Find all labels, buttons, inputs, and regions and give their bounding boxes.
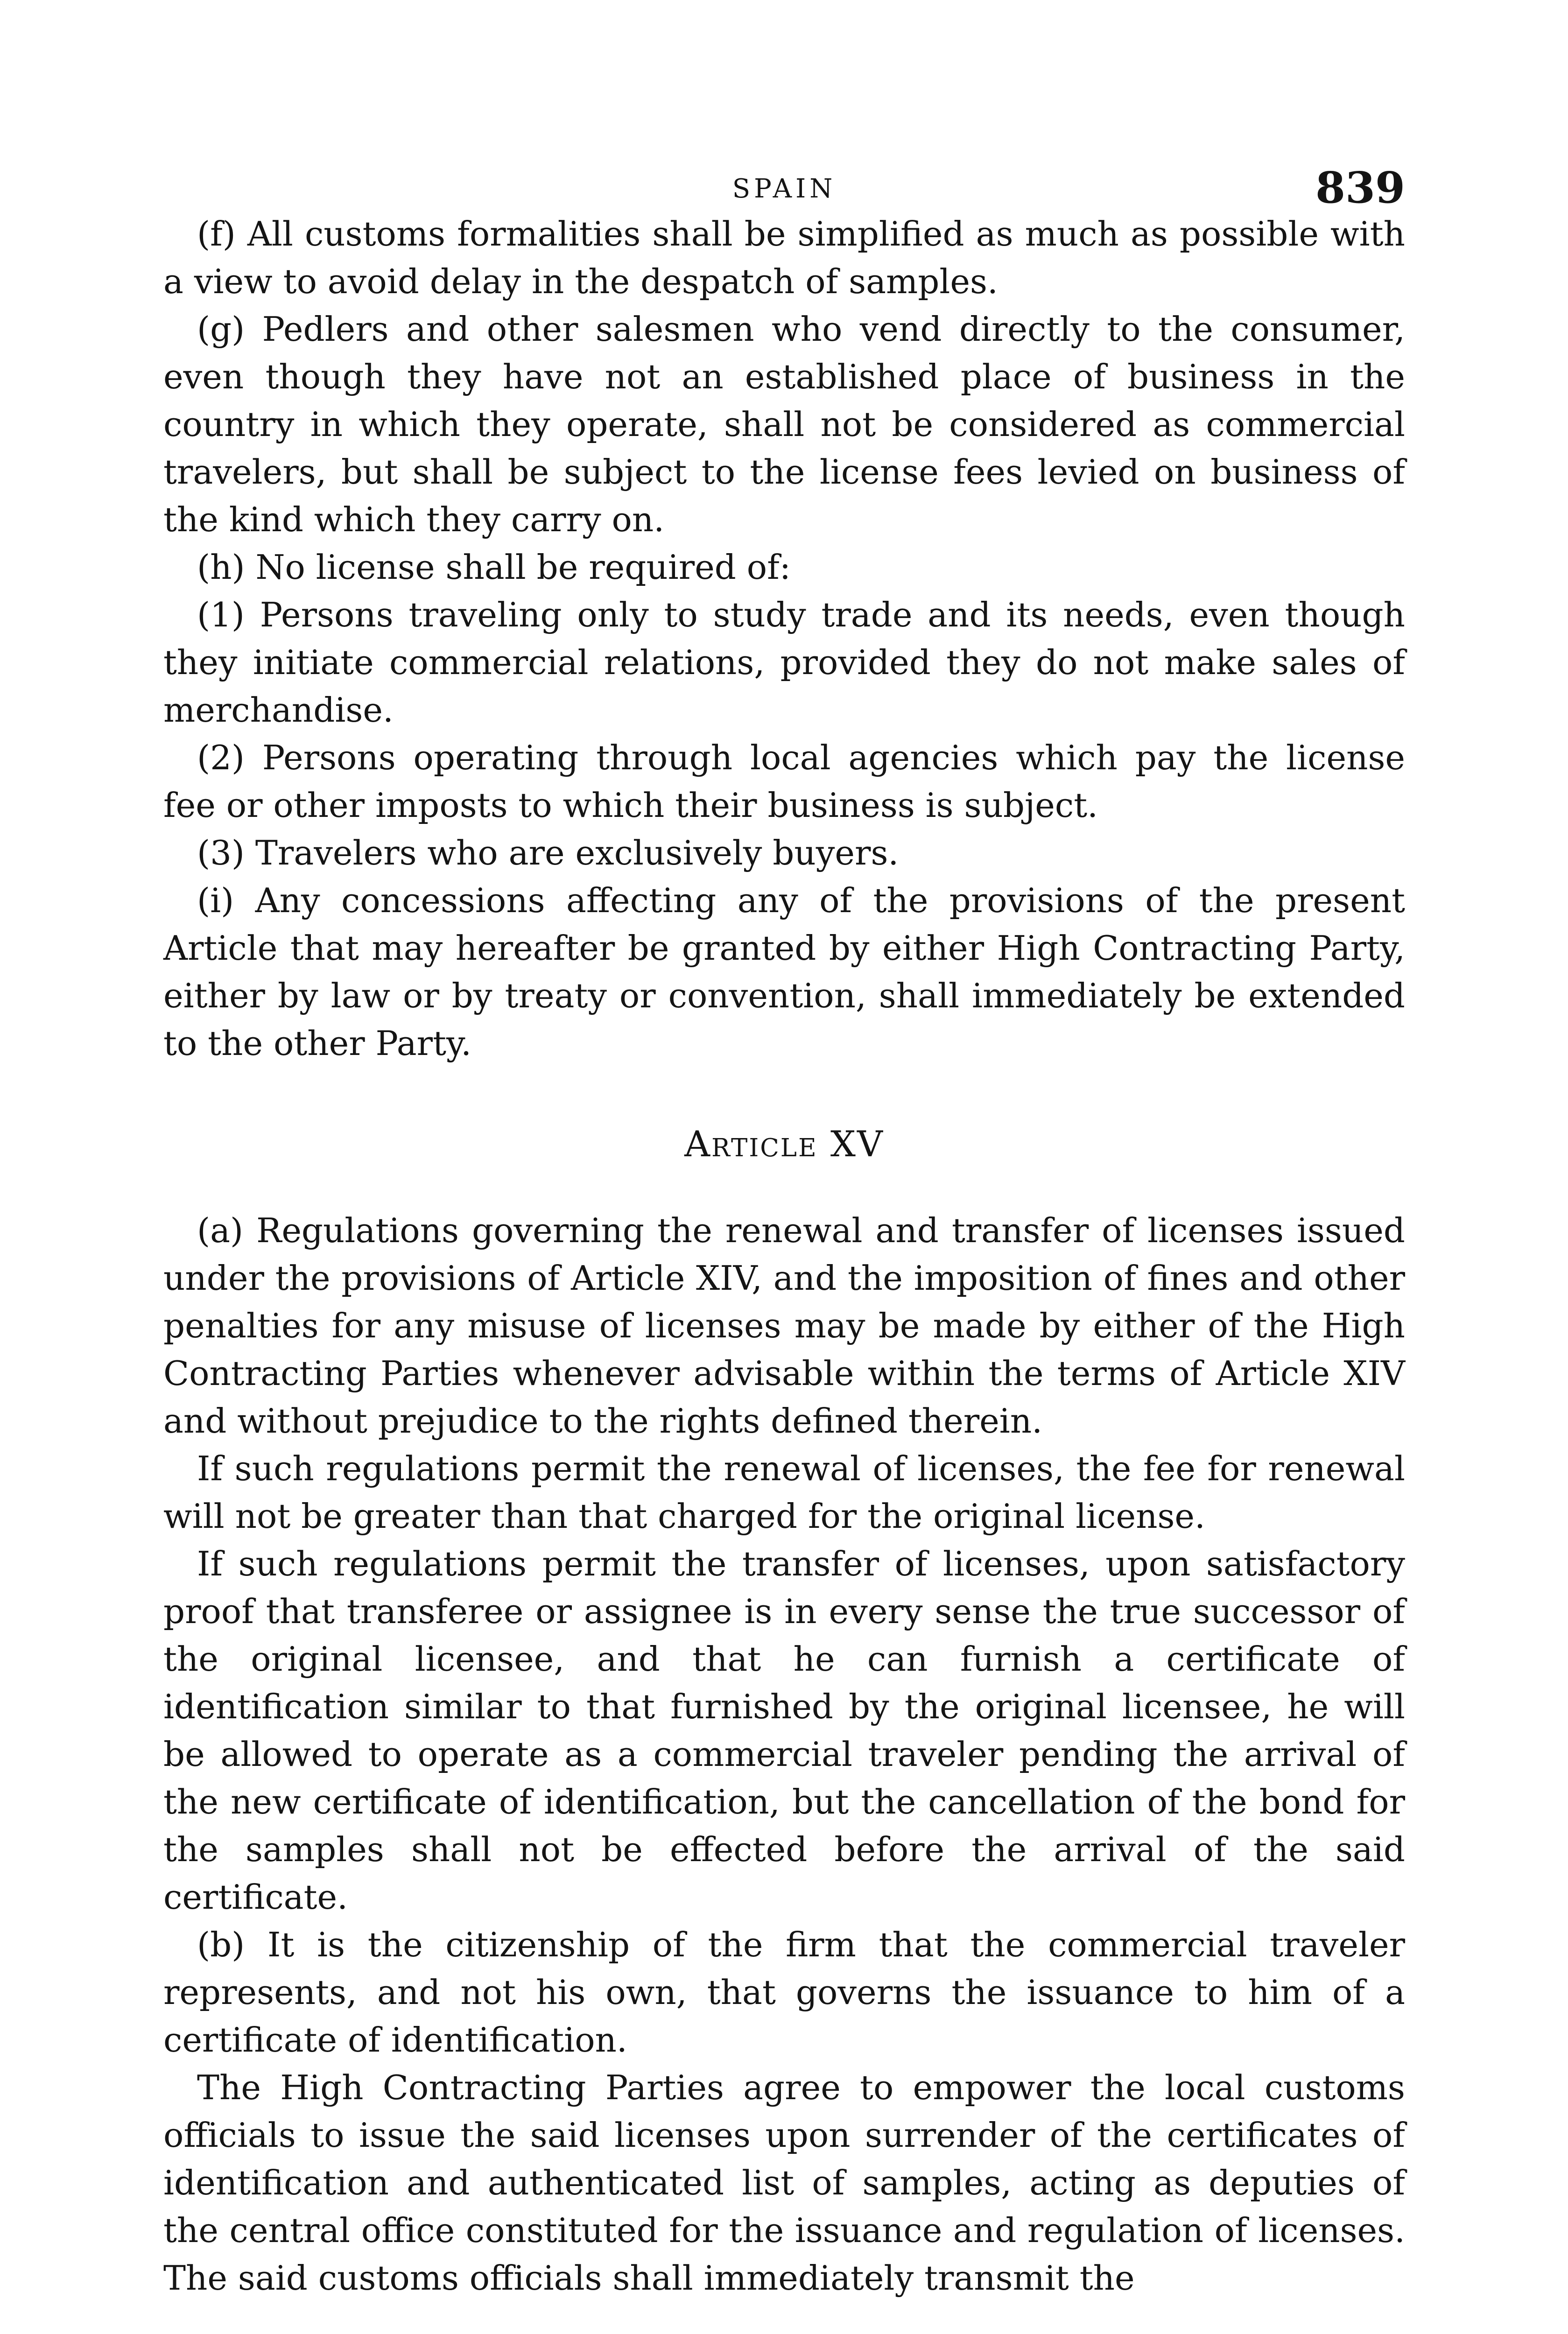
body-text-lower <box>163 1207 1405 2302</box>
paragraph-label: (h) <box>197 548 245 587</box>
paragraph-text: Any concessions affecting any of the provisions of the present Article that may hereafter be granted by either High Contracting Party, either by law or by treaty or convention, shall immediately be extended to the other Party. <box>163 881 1405 1063</box>
paragraph-text: The High Contracting Parties agree to empower the local customs officials to issue the said licenses upon surrender of the certificates of identification and authenticated list of samples, acting as deputies of the central office constituted for the issuance and regulation of licenses. The said customs officials shall immediately transmit the <box>163 2068 1405 2298</box>
article-numeral: XV <box>830 1123 884 1165</box>
paragraph-h-3 <box>163 829 1405 877</box>
paragraph-customs-officials <box>163 2064 1405 2302</box>
paragraph-text: Pedlers and other salesmen who vend directly to the consumer, even though they have not an established place of business in the country in which they operate, shall not be considered as commercial travelers, but shall be subject to the license fees levied on business of the kind which they carry on. <box>163 309 1405 539</box>
paragraph-text: All customs formalities shall be simplified as much as possible with a view to avoid delay in the despatch of samples. <box>163 214 1405 301</box>
article-heading <box>163 1123 1405 1165</box>
page-number: 839 <box>1315 162 1405 213</box>
paragraph-h-2 <box>163 734 1405 829</box>
paragraph-label: (a) <box>197 1211 244 1250</box>
paragraph-a <box>163 1207 1405 1445</box>
body-text-upper <box>163 210 1405 1067</box>
paragraph-g <box>163 305 1405 543</box>
paragraph-h-1 <box>163 591 1405 734</box>
paragraph-transfer <box>163 1540 1405 1921</box>
paragraph-label: (b) <box>197 1925 245 1964</box>
paragraph-i <box>163 877 1405 1067</box>
paragraph-text: If such regulations permit the renewal of licenses, the fee for renewal will not be greater than that charged for the original license. <box>163 1449 1405 1536</box>
paragraph-text: It is the citizenship of the firm that the commercial traveler represents, and not his own, that governs the issuance to him of a certificate of identification. <box>163 1925 1405 2060</box>
paragraph-label: (g) <box>197 309 245 349</box>
paragraph-text: Persons traveling only to study trade and its needs, even though they initiate commercial relations, provided they do not make sales of merchandise. <box>163 595 1405 730</box>
paragraph-label: (f) <box>197 214 236 253</box>
running-title: SPAIN <box>732 174 837 204</box>
paragraph-h <box>163 543 1405 591</box>
paragraph-text: Persons operating through local agencies which pay the license fee or other imposts to which their business is subject. <box>163 738 1405 825</box>
paragraph-label: (1) <box>197 595 245 634</box>
paragraph-text: If such regulations permit the transfer of licenses, upon satisfactory proof that transferee or assignee is in every sense the true successor of the original licensee, and that he can furnish a certificate of identification similar to that furnished by the original licensee, he will be allowed to operate as a commercial traveler pending the arrival of the new certificate of identification, but the cancellation of the bond for the samples shall not be effected before the arrival of the said certificate. <box>163 1544 1405 1917</box>
paragraph-label: (3) <box>197 833 245 872</box>
paragraph-label: (i) <box>197 881 234 920</box>
paragraph-text: Regulations governing the renewal and transfer of licenses issued under the provisions of Article XIV, and the imposition of fines and other penalties for any misuse of licenses may be made by either of the High Contracting Parties whenever advisable within the terms of Article XIV and without prejudice to the rights defined therein. <box>163 1211 1405 1441</box>
paragraph-text: Travelers who are exclusively buyers. <box>245 833 899 872</box>
document-page <box>163 154 1405 2302</box>
paragraph-renewal <box>163 1445 1405 1540</box>
paragraph-label: (2) <box>197 738 245 777</box>
article-word: Article <box>684 1123 818 1165</box>
paragraph-b <box>163 1921 1405 2064</box>
paragraph-text: No license shall be required of: <box>245 548 791 587</box>
running-header <box>163 154 1405 213</box>
paragraph-f <box>163 210 1405 305</box>
